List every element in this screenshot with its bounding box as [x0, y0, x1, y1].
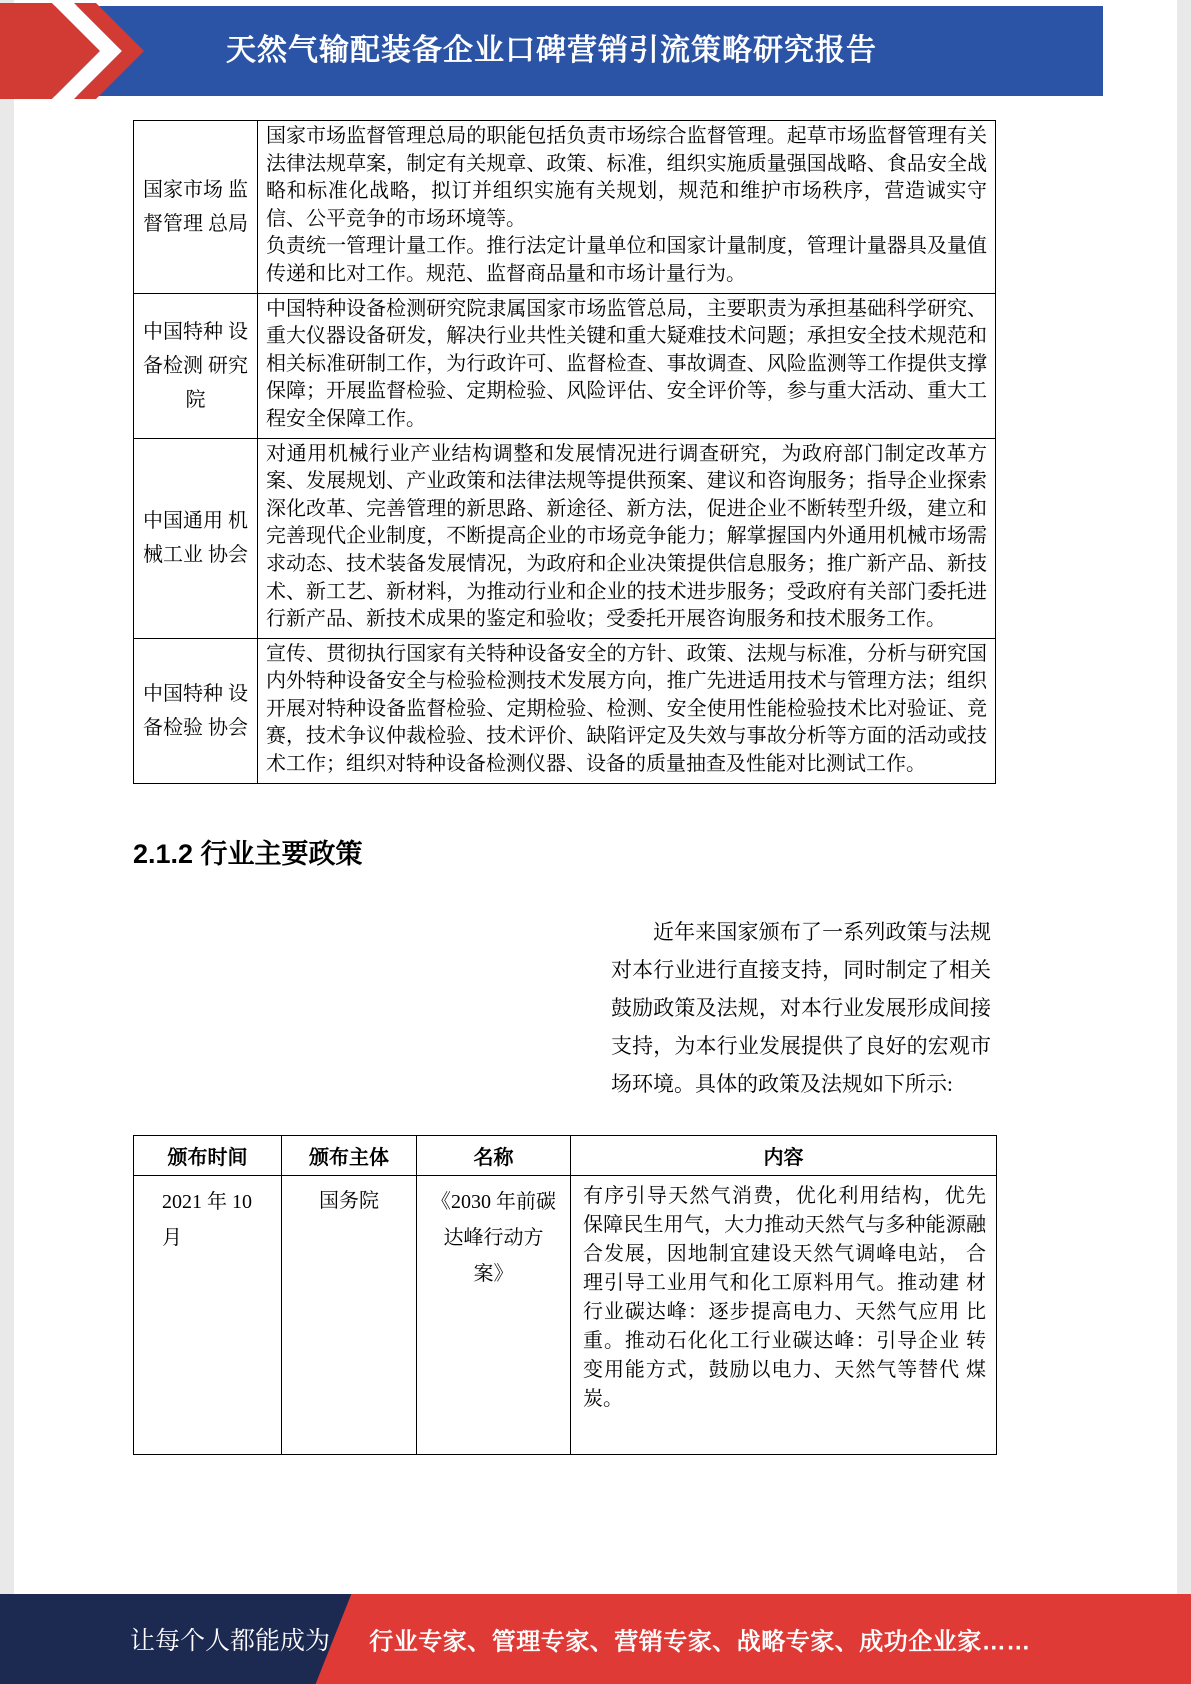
policy-time-cell: 2021 年 10 月 [134, 1175, 282, 1454]
policy-name-cell: 《2030 年前碳达峰行动方案》 [417, 1175, 571, 1454]
page-content [133, 120, 996, 1623]
page-margin-left [0, 0, 14, 1684]
policy-table [133, 1135, 997, 1455]
org-table-row [134, 438, 996, 638]
org-table-row [134, 638, 996, 783]
org-name-cell: 国家市场 监督管理 总局 [134, 121, 258, 294]
policy-table-header-row [134, 1135, 997, 1175]
intro-paragraph: 近年来国家颁布了一系列政策与法规对本行业进行直接支持，同时制定了相关鼓励政策及法规，对本行业发展形成间接支持，为本行业发展提供了良好的宏观市场环境。具体的政策及法规如下所示: [611, 919, 991, 1096]
org-table-row [134, 121, 996, 294]
org-name-cell: 中国特种 设备检测 研究院 [134, 293, 258, 438]
org-desc-cell [258, 293, 996, 438]
page-margin-right [1177, 0, 1191, 1684]
org-desc-cell [258, 638, 996, 783]
org-name-cell: 中国特种 设备检验 协会 [134, 638, 258, 783]
footer-slogan-right: 行业专家、管理专家、营销专家、战略专家、成功企业家…… [369, 1628, 1031, 1656]
column-header-content: 内容 [571, 1135, 997, 1175]
org-desc-paragraph: 国家市场监督管理总局的职能包括负责市场综合监督管理。起草市场监督管理有关 法律法规草案，制定有关规章、政策、标准，组织实施质量强国战略、食品安全战 略和标准化战略，拟订并组织实施有关规划，规范和维护市场秩序，营造诚实守 信、公平竞争的市场环境等。 [266, 125, 987, 230]
report-header [0, 6, 1103, 96]
policy-issuer-cell: 国务院 [282, 1175, 417, 1454]
org-desc-cell [258, 121, 996, 294]
footer-slogan-left: 让每个人都能成为 [130, 1627, 331, 1655]
chevron-arrow-icon [0, 3, 150, 99]
org-desc-paragraph: 中国特种设备检测研究院隶属国家市场监管总局，主要职责为承担基础科学研究、 重大仪器设备研发，解决行业共性关键和重大疑难技术问题；承担安全技术规范和 相关标准研制工作，为行政许可、监督检查、事故调查、风险监测等工作提供支撑 保障；开展监督检验、定期检验、风险评估、安全评价等，参与重大活动、重大工 程安全保障工作。 [266, 297, 987, 430]
policy-table-row [134, 1175, 997, 1454]
org-table [133, 120, 996, 784]
org-desc-paragraph: 对通用机械行业产业结构调整和发展情况进行调查研究，为政府部门制定改革方 案、发展规划、产业政策和法律法规等提供预案、建议和咨询服务；指导企业探索 深化改革、完善管理的新思路、新途径、新方法，促进企业不断转型升级，建立和 完善现代企业制度，不断提高企业的市场竞争能力；解掌握国内外通用机械市场需 求动态、技术装备发展情况，为政府和企业决策提供信息服务；推广新产品、新技 术、新工艺、新材料，为推动行业和企业的技术进步服务；受政府有关部门委托进 行新产品、新技术成果的鉴定和验收；受委托开展咨询服务和技术服务工作。 [266, 442, 987, 631]
column-header-name: 名称 [417, 1135, 571, 1175]
column-header-issuer: 颁布主体 [282, 1135, 417, 1175]
report-title: 天然气输配装备企业口碑营销引流策略研究报告 [226, 34, 877, 67]
policy-content-cell: 有序引导天然气消费，优化利用结构，优先 保障民生用气，大力推动天然气与多种能源融合发展，因地制宜建设天然气调峰电站， 合理引导工业用气和化工原料用气。推动建 材行业碳达峰：逐步提高电力、天然气应用 比重。推动石化化工行业碳达峰：引导企业 转变用能方式，鼓励以电力、天然气等替代 煤炭。 [571, 1175, 997, 1454]
org-desc-paragraph: 负责统一管理计量工作。推行法定计量单位和国家计量制度，管理计量器具及量值 传递和比对工作。规范、监督商品量和市场计量行为。 [266, 235, 987, 285]
page-footer [0, 1594, 1191, 1684]
org-desc-paragraph: 宣传、贯彻执行国家有关特种设备安全的方针、政策、法规与标准，分析与研究国 内外特种设备安全与检验检测技术发展方向，推广先进适用技术与管理方法；组织 开展对特种设备监督检验、定期检验、检测、安全使用性能检验技术比对验证、竞 赛，技术争议仲裁检验、技术评价、缺陷评定及失效与事故分析等方面的活动或技 术工作；组织对特种设备检测仪器、设备的质量抽查及性能对比测试工作。 [266, 642, 987, 776]
section-heading: 2.1.2 行业主要政策 [133, 838, 363, 869]
column-header-time: 颁布时间 [134, 1135, 282, 1175]
org-name-cell: 中国通用 机械工业 协会 [134, 438, 258, 638]
org-table-row [134, 293, 996, 438]
org-desc-cell [258, 438, 996, 638]
